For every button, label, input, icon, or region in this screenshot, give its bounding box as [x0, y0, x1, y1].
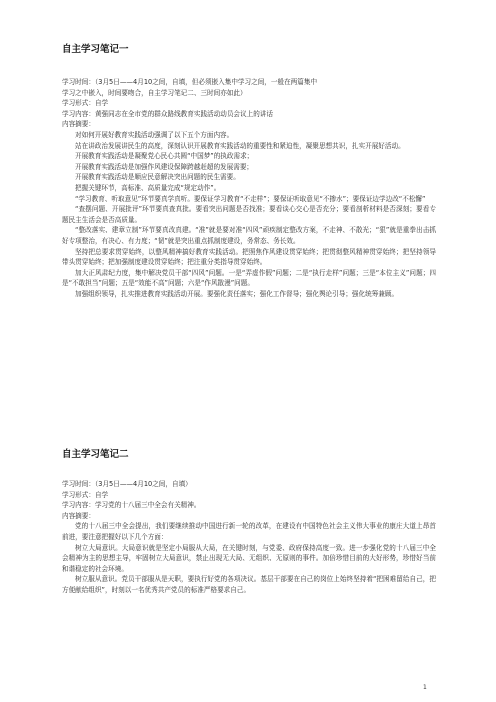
note-1-paragraph: “整改落实、建章立制”环节要真改真建。“准”就是要对准“四风”顽疾制定整改方案，不走神、不散光；“狠”就是重拳出击抓好专项整治，有决心、有力度；“韧”就是突出重点抓制度建设，务常态、务长效。 — [62, 226, 436, 245]
note-2-study-content: 学习内容：学习党的十八届三中全会有关精神。 — [62, 501, 201, 510]
note-1-paragraph: “学习教育、听取意见”环节要真学真听。要保证学习教育“不走样”；要保证听取意见“不掺水”；要保证边学边改“不松懈” — [75, 194, 426, 203]
note-1-paragraph: 加大正风肃纪力度，集中解决党员干部“四风”问题。一是“弄虚作假”问题；二是“执行走样”问题；三是“本位主义”问题；四是“不敢担当”问题；五是“效能不高”问题；六是“作风散漫”问题。 — [62, 268, 436, 288]
note-1-paragraph: 把握关键环节，高标准、高质量完成“规定动作”。 — [75, 183, 221, 192]
page-number: 1 — [423, 684, 427, 691]
note-2-paragraph: 党的十八届三中全会提出，我们要继续推动中国进行新一轮的改革，在建设有中国特色社会主义伟大事业的康庄大道上昂首前进，要注意把握好以下几个方面： — [62, 522, 436, 541]
note-1-title: 自主学习笔记一 — [62, 44, 129, 55]
note-1-paragraph: 开展教育实践活动是凝聚党心民心共圆“中国梦”的执政需求； — [75, 152, 254, 161]
study-note-2 — [62, 449, 436, 596]
note-1-paragraph: 开展教育实践活动是顺应民意解决突出问题的民生需要。 — [75, 173, 240, 182]
note-1-paragraph: 对如何开展好教育实践活动强调了以下五个方面内容。 — [75, 130, 234, 139]
note-1-paragraph: 坚持把总要求贯穿始终，以整风精神搞好教育实践活动。把照焦作风建设贯穿始终；把贯彻整风精神贯穿始终；把坚持领导带头贯穿始终；把加强制度建设贯穿始终；把注重分类指导贯穿始终。 — [62, 247, 436, 267]
note-1-study-time-line-2: 学习之中嵌入，时间要吻合，自主学习笔记二、三时间亦如此） — [62, 88, 247, 97]
note-1-paragraph: “查摆问题、开展批评”环节要真查真批。要看突出问题是否找准；要看谈心交心是否充分；要看剖析材料是否深刻；要看专题民主生活会是否高质量。 — [62, 205, 436, 224]
note-1-study-content: 学习内容：黄强同志在全市党的群众路线教育实践活动动员会议上的讲话 — [62, 109, 273, 118]
note-2-title: 自主学习笔记二 — [62, 449, 129, 460]
note-1-study-form: 学习形式：自学 — [62, 99, 109, 108]
note-1-body — [62, 77, 436, 299]
note-1-paragraph: 加强组织领导，扎实推进教育实践活动开展。要强化责任落实；强化工作督导；强化舆论引导；强化统筹兼顾。 — [75, 289, 399, 298]
note-1-study-time-line-1: 学习时间：（3月5日——4月10之间，自填，但必须嵌入集中学习之间，一般在两篇集中 — [62, 78, 318, 86]
note-1-paragraph: 站在讲政治发展讲民生的高度，深刻认识开展教育实践活动的重要性和紧迫性，凝聚思想共识，扎实开展好活动。 — [75, 141, 405, 150]
note-2-summary-label: 内容摘要： — [62, 511, 95, 520]
note-1-paragraph: 开展教育实践活动是加强作风建设保障跨越赶超的发展需要； — [75, 162, 254, 171]
note-1-summary-label: 内容摘要： — [62, 120, 95, 129]
study-note-1 — [62, 44, 436, 299]
note-2-body — [62, 479, 436, 596]
note-2-study-time: 学习时间：（3月5日——4月10之间，自填） — [62, 480, 192, 488]
note-2-study-form: 学习形式：自学 — [62, 490, 109, 499]
note-2-paragraph: 树立服从意识。党员干部服从是天职，要执行好党的各项决议。基层干部要在自己的岗位上始终坚持着“把困难留给自己，把方便献给组织”，时刻以一名优秀共产党员的标准严格要求自己。 — [62, 575, 436, 594]
note-2-paragraph: 树立大局意识。大局意识就是坚定小局服从大局，在关键时刻，与党委、政府保持高度一致。进一步强化党的十八届三中全会精神为主的思想主导，牢固树立大局意识，禁止出现无大局、无组织、无原则的事件。加倍珍惜目前的大好形势，珍惜好当前和谐稳定的社会环境。 — [62, 543, 436, 573]
